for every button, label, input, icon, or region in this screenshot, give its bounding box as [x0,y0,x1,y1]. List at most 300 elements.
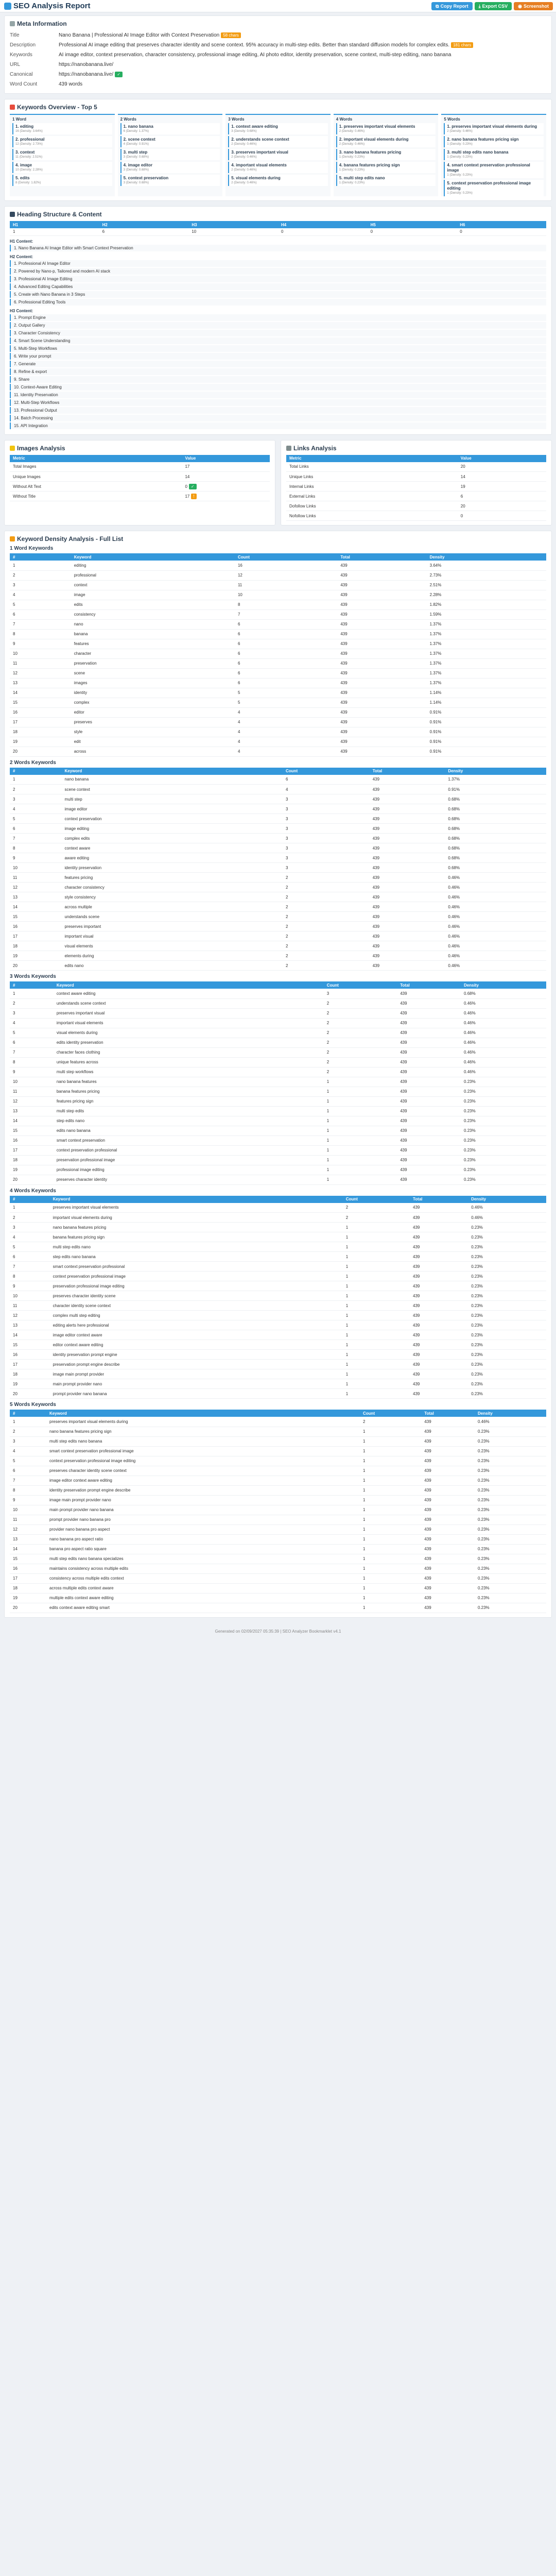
cell-keyword: elements during [61,951,283,961]
keyword-name: 3. nano banana features pricing [339,150,402,155]
cell-density: 0.46% [445,922,546,931]
table-row [10,462,270,472]
cell-count: 6 [235,658,337,668]
heading-item: 13. Professional Output [10,407,546,414]
meta-rows [10,30,546,89]
table-row [10,892,546,902]
keyword-card [120,149,220,160]
meta-label: Word Count [10,81,38,87]
metric-value: 20 [458,462,546,472]
cell-total: 439 [410,1311,468,1320]
cell-keyword: preserves character identity scene [50,1291,343,1301]
cell-keyword: style [71,727,235,737]
cell-rank: 7 [10,1262,50,1272]
cell-count: 2 [283,922,370,931]
cell-count: 6 [283,775,370,785]
cell-rank: 18 [10,727,71,737]
cell-rank: 5 [10,1028,54,1038]
density-group-title: 1 Word Keywords [10,546,54,551]
table-header: Total [337,553,426,561]
heading-item: 9. Share [10,376,546,383]
cell-count: 1 [360,1456,421,1466]
metric-value: 14 [182,472,270,482]
keyword-column [441,114,546,196]
cell-density: 1.82% [427,600,546,609]
cell-density: 0.23% [461,1087,546,1096]
table-row [10,998,546,1008]
cell-total: 439 [337,698,426,707]
keyword-card [228,149,328,160]
cell-count: 10 [235,590,337,600]
header-actions [431,2,553,10]
cell-total: 439 [397,1028,461,1038]
keyword-stat: 1 (Density: 0.23%) [447,143,473,146]
table-row [10,707,546,717]
cell-keyword: multiple edits context aware editing [46,1593,360,1603]
table-row [10,619,546,629]
density-table [10,1196,546,1399]
keyword-name: 5. context preservation professional image editing [447,181,531,191]
cell-total: 439 [337,590,426,600]
cell-keyword: edit [71,737,235,747]
cell-total: 439 [337,609,426,619]
cell-count: 1 [343,1311,410,1320]
cell-count: 1 [343,1291,410,1301]
table-row [10,1175,546,1184]
cell-density: 0.68% [445,853,546,863]
cell-density: 1.37% [445,775,546,785]
heading-count: 10 [188,228,278,235]
heading-item: 1. Professional AI Image Editor [10,260,546,267]
metric-value: 17 [182,462,270,472]
cell-rank: 1 [10,1203,50,1213]
cell-rank: 12 [10,1524,46,1534]
meta-row [10,30,546,40]
cell-keyword: character consistency [61,883,283,892]
table-row [10,678,546,688]
copy-icon: ⧉ [436,3,439,9]
cell-count: 1 [360,1524,421,1534]
cell-count: 2 [324,1057,397,1067]
cell-keyword: aware editing [61,853,283,863]
cell-count: 2 [283,892,370,902]
cell-count: 4 [283,785,370,794]
cell-density: 0.46% [445,902,546,912]
table-row [10,1203,546,1213]
keyword-stat: 2 (Density: 0.46%) [231,181,257,184]
cell-keyword: preserves [71,717,235,727]
heading-item: 5. Create with Nano Banana in 3 Steps [10,291,546,298]
cell-rank: 2 [10,1213,50,1223]
heading-list-label: H2 Content: [10,254,33,259]
cell-rank: 8 [10,843,61,853]
metric-value: 19 [458,482,546,492]
cell-density: 0.46% [475,1417,546,1427]
cell-count: 1 [324,1116,397,1126]
cell-rank: 12 [10,1096,54,1106]
cell-rank: 15 [10,1554,46,1564]
cell-count: 12 [235,570,337,580]
cell-total: 439 [397,989,461,998]
table-row [10,1262,546,1272]
keyword-column [118,114,223,196]
keyword-card [120,136,220,147]
cell-count: 4 [235,727,337,737]
cell-rank: 6 [10,1252,50,1262]
cell-count: 4 [235,717,337,727]
cell-total: 439 [410,1291,468,1301]
cell-total: 439 [410,1213,468,1223]
table-row [10,941,546,951]
table-row [10,1223,546,1232]
cell-density: 0.23% [475,1505,546,1515]
cell-rank: 19 [10,1379,50,1389]
cell-keyword: identity [71,688,235,698]
cell-total: 439 [397,1038,461,1047]
cell-count: 1 [324,1145,397,1155]
cell-rank: 3 [10,794,61,804]
cell-total: 439 [410,1369,468,1379]
keywords-overview-section [4,99,552,201]
cell-count: 1 [360,1485,421,1495]
cell-total: 439 [421,1515,475,1524]
cell-density: 0.68% [445,804,546,814]
screenshot-button[interactable]: ◉ Screenshot [514,2,553,10]
keyword-stat: 3 (Density: 0.68%) [123,181,149,184]
keyword-stat: 2 (Density: 0.46%) [231,156,257,159]
status-badge: ✓ [189,484,197,489]
table-row [10,1389,546,1399]
metric-value: 20 [458,501,546,511]
images-links-row [4,440,552,531]
document-icon [10,21,15,26]
cell-keyword: complex [71,698,235,707]
cell-count: 1 [343,1330,410,1340]
keyword-name: 3. context [15,150,35,155]
table-row [10,1544,546,1554]
cell-rank: 11 [10,1515,46,1524]
metric-name: Unique Images [10,472,182,482]
export-csv-button[interactable]: ⤓ Export CSV [475,2,512,10]
table-row [10,1466,546,1476]
table-header: Keyword [71,553,235,561]
table-row [10,1077,546,1087]
cell-total: 439 [410,1223,468,1232]
keyword-name: 3. multi step [123,150,148,155]
table-row [10,1573,546,1583]
cell-total: 439 [337,658,426,668]
meta-section [4,15,552,94]
cell-total: 439 [421,1485,475,1495]
table-header: Keyword [54,981,324,989]
meta-row [10,70,546,79]
cell-density: 0.23% [468,1330,546,1340]
cell-keyword: multi step workflows [54,1067,324,1077]
table-row [10,649,546,658]
heading-count: 0 [368,228,457,235]
metric-name: Total Links [286,462,458,472]
cell-density: 0.23% [461,1165,546,1175]
cell-count: 2 [283,961,370,971]
links-section [281,440,552,526]
table-row [10,775,546,785]
cell-density: 0.46% [461,998,546,1008]
table-row [10,824,546,834]
table-header: Density [461,981,546,989]
cell-count: 1 [360,1593,421,1603]
cell-density: 0.46% [461,1057,546,1067]
cell-count: 1 [343,1242,410,1252]
cell-density: 0.23% [468,1272,546,1281]
cell-total: 439 [421,1603,475,1613]
cell-keyword: consistency across multiple edits context [46,1573,360,1583]
keyword-card [12,136,112,147]
cell-rank: 20 [10,1603,46,1613]
cell-count: 2 [343,1203,410,1213]
images-title: Images Analysis [10,445,270,452]
cell-rank: 2 [10,1427,46,1436]
cell-rank: 13 [10,678,71,688]
cell-density: 0.68% [445,863,546,873]
cell-keyword: visual elements [61,941,283,951]
cell-total: 439 [337,727,426,737]
heading-item: 3. Professional AI Image Editing [10,276,546,282]
cell-count: 6 [235,649,337,658]
cell-count: 1 [360,1534,421,1544]
cell-count: 1 [324,1106,397,1116]
cell-rank: 3 [10,1223,50,1232]
cell-count: 1 [343,1262,410,1272]
table-header: Metric [10,455,182,462]
keyword-stat: 1 (Density: 0.23%) [339,156,365,159]
cell-total: 439 [410,1389,468,1399]
copy-report-button[interactable]: ⧉ Copy Report [431,2,472,10]
cell-rank: 7 [10,1047,54,1057]
table-row [10,1301,546,1311]
table-row [10,1047,546,1057]
cell-rank: 7 [10,834,61,843]
table-row [10,794,546,804]
cell-total: 439 [397,1077,461,1087]
cell-density: 0.91% [445,785,546,794]
table-header: Count [235,553,337,561]
cell-count: 1 [343,1340,410,1350]
cell-density: 0.91% [427,717,546,727]
table-row [10,1320,546,1330]
keyword-name: 1. editing [15,124,34,129]
cell-count: 1 [324,1096,397,1106]
heading-level-header: H4 [278,221,368,228]
cell-rank: 3 [10,1436,46,1446]
top-bar [0,0,556,12]
cell-keyword: preserves important visual elements during [46,1417,360,1427]
heading-item: 7. Generate [10,361,546,367]
cell-count: 1 [360,1564,421,1573]
cell-rank: 15 [10,1126,54,1136]
cell-total: 439 [337,561,426,570]
density-group-title: 3 Words Keywords [10,974,56,979]
heading-item: 6. Write your prompt [10,353,546,360]
keyword-name: 1. preserves important visual elements [339,124,415,129]
cell-total: 439 [337,737,426,747]
cell-rank: 19 [10,1593,46,1603]
table-row [10,1126,546,1136]
cell-density: 1.37% [427,658,546,668]
density-table [10,981,546,1185]
density-group-title: 2 Words Keywords [10,759,56,766]
cell-total: 439 [421,1495,475,1505]
heading-item: 15. API Integration [10,422,546,429]
cell-count: 1 [360,1573,421,1583]
cell-keyword: smart context preservation [54,1136,324,1145]
cell-count: 6 [235,678,337,688]
cell-rank: 17 [10,717,71,727]
cell-total: 439 [421,1593,475,1603]
table-row [10,931,546,941]
table-header: Total [410,1196,468,1203]
table-row [10,1165,546,1175]
keyword-card [228,136,328,147]
cell-rank: 11 [10,1301,50,1311]
cell-density: 0.23% [475,1495,546,1505]
table-row [10,1291,546,1301]
density-title: Keyword Density Analysis - Full List [10,535,546,543]
cell-count: 1 [343,1223,410,1232]
keyword-card [120,162,220,173]
cell-total: 439 [397,1057,461,1067]
cell-rank: 2 [10,785,61,794]
heading-level-header: H1 [10,221,99,228]
cell-keyword: unique features across [54,1057,324,1067]
keyword-name: 4. banana features pricing sign [339,163,400,167]
cell-keyword: edits nano banana [54,1126,324,1136]
cell-keyword: provider nano banana pro aspect [46,1524,360,1534]
cell-rank: 4 [10,590,71,600]
cell-rank: 16 [10,1350,50,1360]
heading-icon [10,212,15,217]
metric-value: 0 ✓ [182,482,270,492]
cell-total: 439 [337,649,426,658]
cell-count: 3 [283,814,370,824]
cell-density: 0.91% [427,707,546,717]
metric-name: Without Title [10,492,182,501]
cell-count: 1 [360,1476,421,1485]
metric-name: External Links [286,492,458,501]
cell-keyword: important visual [61,931,283,941]
cell-keyword: banana features pricing sign [50,1232,343,1242]
cell-count: 2 [324,1028,397,1038]
keyword-card [444,136,544,147]
cell-rank: 1 [10,1417,46,1427]
cell-total: 439 [410,1232,468,1242]
density-group-title: 4 Words Keywords [10,1188,56,1194]
metric-value: 17 ! [182,492,270,501]
cell-density: 0.23% [468,1262,546,1272]
cell-total: 439 [370,834,445,843]
cell-keyword: context preservation professional image [50,1272,343,1281]
cell-rank: 14 [10,688,71,698]
keyword-name: 5. visual elements during [231,176,281,180]
cell-total: 439 [421,1505,475,1515]
cell-rank: 17 [10,1360,50,1369]
headings-section [4,206,552,435]
table-row [10,1067,546,1077]
cell-density: 0.23% [461,1175,546,1184]
cell-keyword: prompt provider nano banana pro [46,1515,360,1524]
cell-count: 2 [324,1047,397,1057]
heading-count: 0 [457,228,546,235]
cell-total: 439 [337,668,426,678]
table-row [286,492,546,501]
table-row [10,1427,546,1436]
cell-density: 0.46% [445,912,546,922]
metric-value: 14 [458,472,546,482]
meta-label: Canonical [10,72,33,77]
cell-count: 2 [324,998,397,1008]
cell-total: 439 [370,951,445,961]
cell-count: 8 [235,600,337,609]
cell-keyword: image main prompt provider nano [46,1495,360,1505]
table-row [10,727,546,737]
cell-total: 439 [370,902,445,912]
cell-total: 439 [370,863,445,873]
cell-rank: 3 [10,1008,54,1018]
cell-total: 439 [370,922,445,931]
cell-rank: 19 [10,737,71,747]
meta-badge: ✓ [115,72,123,77]
cell-keyword: smart context preservation professional [50,1262,343,1272]
table-row [10,863,546,873]
table-row [10,1446,546,1456]
cell-rank: 16 [10,707,71,717]
cell-total: 439 [337,639,426,649]
cell-rank: 14 [10,1330,50,1340]
cell-keyword: preservation professional image [54,1155,324,1165]
cell-keyword: identity preservation prompt engine describe [46,1485,360,1495]
cell-keyword: complex multi step editing [50,1311,343,1320]
cell-density: 0.68% [445,843,546,853]
cell-keyword: nano banana features [54,1077,324,1087]
cell-rank: 5 [10,1242,50,1252]
cell-count: 1 [360,1466,421,1476]
table-row [10,883,546,892]
cell-density: 0.23% [468,1242,546,1252]
link-icon [286,446,291,451]
cell-density: 0.23% [475,1446,546,1456]
image-icon [10,446,15,451]
cell-keyword: professional [71,570,235,580]
cell-total: 439 [337,707,426,717]
table-row [10,1340,546,1350]
table-row [10,482,270,492]
table-row [10,1485,546,1495]
keyword-name: 5. context preservation [123,176,169,180]
cell-rank: 9 [10,1495,46,1505]
cell-density: 0.23% [468,1281,546,1291]
cell-density: 2.73% [427,570,546,580]
table-row [10,1350,546,1360]
cell-keyword: preserves character identity [54,1175,324,1184]
cell-count: 1 [343,1379,410,1389]
cell-total: 439 [421,1524,475,1534]
cell-rank: 9 [10,1067,54,1077]
cell-keyword: banana [71,629,235,639]
cell-total: 439 [421,1554,475,1564]
cell-total: 439 [421,1564,475,1573]
cell-total: 439 [337,678,426,688]
cell-rank: 12 [10,1311,50,1320]
table-row [10,902,546,912]
